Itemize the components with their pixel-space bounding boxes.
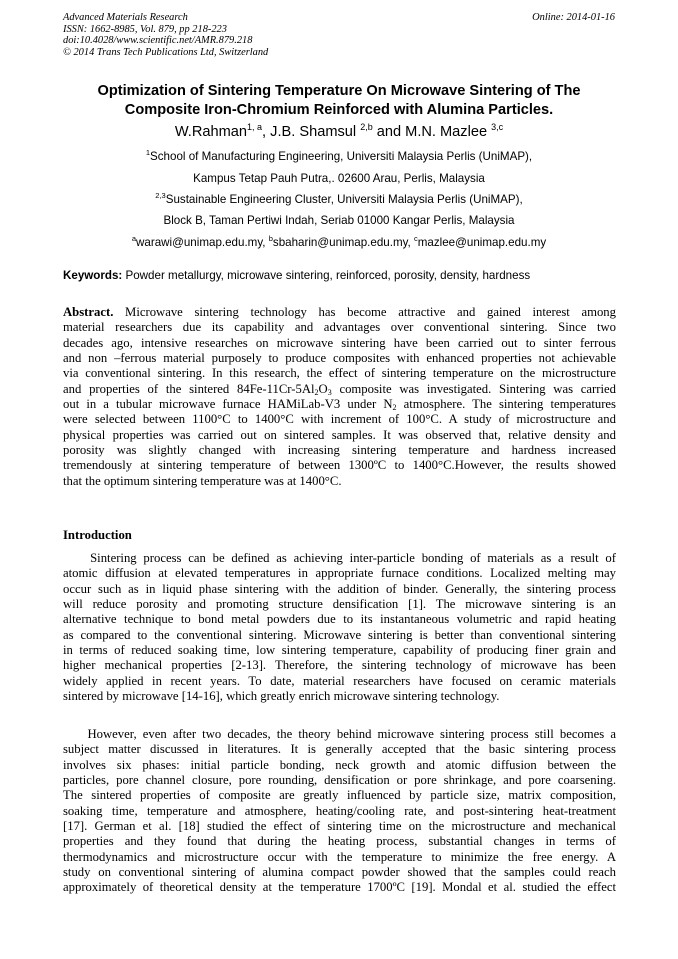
- author-1-sup: 1, a: [247, 122, 263, 132]
- abstract-line: material researchers due its capability and advantages over conventional sintering. Since two: [63, 320, 616, 335]
- online-date: Online: 2014-01-16: [532, 12, 615, 23]
- paragraph-line: as compared to the conventional sintering. Microwave sintering is better than conventional sintering: [63, 627, 616, 642]
- copyright-line: © 2014 Trans Tech Publications Ltd, Switzerland: [63, 46, 269, 58]
- title-line-1: Optimization of Sintering Temperature On Microwave Sintering of The: [97, 83, 581, 99]
- keywords: [63, 269, 616, 283]
- affiliation-2-line-1: $^{2,3}$Sustainable Engineering Cluster, Universiti Malaysia Perlis (UniMAP),: [155, 191, 523, 206]
- paragraph-line: study on conventional sintering of alumina compact powder showed that the samples could reach: [63, 865, 616, 880]
- paragraph-line: soaking time, temperature and atmosphere, heating/cooling rate, and post-sintering heat-treatment: [63, 803, 616, 818]
- keywords-label: Keywords:: [63, 269, 123, 282]
- author-2-sup: 2,b: [360, 122, 373, 132]
- paragraph-line: higher mechanical properties [2-13]. Therefore, the sintering technology of microwave has been: [63, 658, 616, 673]
- abstract: [63, 305, 616, 489]
- abstract-line: out in a tubular microwave furnace HAMiLab-V3 under $N_2$ atmosphere. The sintering temperatures: [63, 397, 616, 413]
- paragraph-line: approximately of theoretical density at the temperature 1700ºC [19]. Mondal et al. studied the effect: [63, 880, 616, 895]
- paragraph-line: occur such as in liquid phase sintering with the addition of binder. Generally, the sintering process: [63, 581, 616, 596]
- abstract-line: porosity was slightly changed with increasing sintering temperature and hardness increased: [63, 443, 616, 458]
- abstract-line: physical properties was carried out on sintered samples. It was observed that, relative density and: [63, 427, 616, 442]
- author-3-sup: 3,c: [491, 122, 504, 132]
- abstract-label: Abstract.: [63, 305, 114, 319]
- abstract-line: tremendously at sintering temperature of between 1300ºC to 1400°C.However, the results showed: [63, 458, 616, 473]
- intro-paragraph-1: [63, 551, 616, 704]
- email-a: warawi@unimap.edu.my,: [136, 236, 269, 249]
- paragraph-line: particles, pore channel closure, pore rounding, densification or pore shrinkage, and pore coarsening.: [63, 773, 616, 788]
- doi-line: doi:10.4028/www.scientific.net/AMR.879.218: [63, 35, 253, 47]
- paragraph-line: in terms of reduced soaking time, low sintering temperature, capability of producing finer grain and: [63, 643, 616, 658]
- keywords-text: Powder metallurgy, microwave sintering, reinforced, porosity, density, hardness: [122, 269, 531, 282]
- email-b: sbaharin@unimap.edu.my,: [272, 236, 414, 249]
- author-3: and M.N. Mazlee: [372, 124, 492, 140]
- paragraph-line: However, even after two decades, the theory behind microwave sintering process still becomes a: [63, 727, 616, 741]
- paper-title: [60, 82, 618, 119]
- author-2: , J.B. Shamsul: [262, 124, 361, 140]
- title-line-2: Composite Iron-Chromium Reinforced with Alumina Particles.: [124, 101, 554, 118]
- abstract-line: that the optimum sintering temperature was at 1400°C.: [63, 473, 342, 488]
- author-1: W.Rahman: [174, 124, 248, 140]
- abstract-line: and non –ferrous material purposely to produce composites with enhanced properties not achievable: [63, 351, 616, 366]
- paragraph-line: The sintered properties of composite are greatly influenced by particle size, matrix composition,: [63, 788, 616, 803]
- section-heading: Introduction: [63, 528, 132, 542]
- intro-paragraph-2: [63, 727, 616, 896]
- abstract-line: and properties of the sintered $84Fe-11Cr-5Al_2O_3$ composite was investigated. Sintering was carried: [63, 381, 617, 397]
- abstract-line: decades ago, intensive researches on microwave sintering have been carried out to sinter ferrous: [63, 335, 616, 350]
- affiliation-1-line-1: $^1$School of Manufacturing Engineering, Universiti Malaysia Perlis (UniMAP),: [145, 148, 533, 163]
- email-c: mazlee@unimap.edu.my: [417, 236, 547, 249]
- paragraph-line: thermodynamics and microstructure occur with the temperature to minimize the free energy. A: [63, 849, 616, 864]
- affiliation-1-line-2: Kampus Tetap Pauh Putra,. 02600 Arau, Perlis, Malaysia: [193, 172, 485, 185]
- affiliation-2-line-2: Block B, Taman Pertiwi Indah, Seriab 01000 Kangar Perlis, Malaysia: [163, 214, 515, 227]
- paragraph-line: atomic diffusion at elevated temperatures in appropriate furnace conditions. Localized melting may: [63, 566, 616, 581]
- journal-name: Advanced Materials Research: [63, 12, 188, 23]
- paragraph-line: [17]. German et al. [18] studied the effect of sintering time on the microstructure and mechanical: [63, 819, 616, 834]
- paragraph-line: properties and they found that during the heating process, substantial changes in terms of: [63, 834, 616, 849]
- affiliation-1-sup: 1: [145, 148, 151, 157]
- author-list: [60, 122, 618, 142]
- journal-header: [63, 12, 268, 58]
- paragraph-line: sintered by microwave [14-16], which greatly enrich microwave sintering technology.: [63, 689, 500, 704]
- paragraph-line: will reduce porosity and promoting structure densification [1]. The microwave sintering is an: [63, 597, 616, 612]
- affiliation-2-sup: 2,3: [155, 191, 166, 200]
- paragraph-line: Sintering process can be defined as achieving inter-particle bonding of materials as a result of: [63, 551, 616, 565]
- abstract-line: via conventional sintering. In this research, the effect of sintering temperature on the microstructure: [63, 366, 616, 381]
- paragraph-line: alternative technique to bond metal powders due to its instantaneous volumetric and rapid heating: [63, 612, 616, 627]
- paragraph-line: involves six phases: initial particle bonding, neck growth and atomic diffusion between the: [63, 757, 616, 772]
- email-line: $^a$warawi@unimap.edu.my, $^b$sbaharin@unimap.edu.my, $^c$mazlee@unimap.edu.my: [131, 234, 547, 249]
- paragraph-line: subject matter discussed in literatures. It is generally accepted that the basic sintering process: [63, 742, 616, 757]
- paragraph-line: widely applied in recent years. To date, material researchers have focused on ceramic materials: [63, 673, 616, 688]
- abstract-line: were selected between 1100°C to 1400°C with increment of 100°C. A study of microstructure and: [63, 412, 616, 427]
- abstract-line: Abstract. Microwave sintering technology has become attractive and gained interest among: [63, 305, 616, 319]
- issn-line: ISSN: 1662-8985, Vol. 879, pp 218-223: [63, 23, 227, 35]
